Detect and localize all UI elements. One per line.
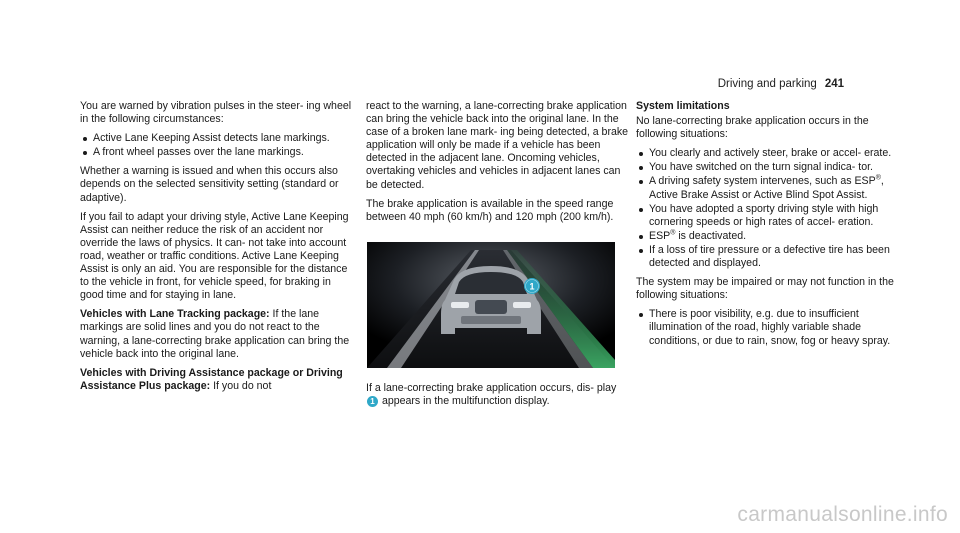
list-item: ESP® is deactivated.: [636, 230, 898, 243]
display-callout-icon: [524, 278, 540, 294]
bullet-icon: [639, 313, 643, 317]
driving-assist-paragraph: Vehicles with Driving Assistance package or Driving Assistance Plus package: If you do not: [80, 366, 343, 392]
lane-tracking-label: Vehicles with Lane Tracking package:: [80, 308, 270, 321]
figure-caption: If a lane-correcting brake application occurs, dis- play 1 appears in the multifunction display.: [366, 381, 617, 407]
list-item: If a loss of tire pressure or a defective tire has been detected and displayed.: [636, 244, 898, 270]
column-left: [80, 100, 352, 399]
intro-paragraph: You are warned by vibration pulses in the steer- ing wheel in the following circumstances:: [80, 100, 352, 126]
list-item: A driving safety system intervenes, such as ESP®, Active Brake Assist or Active Blind Spot Assist.: [636, 175, 898, 201]
lane-tracking-paragraph: Vehicles with Lane Tracking package: If the lane markings are solid lines and you do not react to the warning, a lane-correcting brake application can bring the vehicle back into the original lane.: [80, 308, 350, 360]
page-header: [718, 78, 844, 90]
bullet-icon: [639, 180, 643, 184]
list-item: You have switched on the turn signal indica- tor.: [636, 161, 898, 174]
list-item: There is poor visibility, e.g. due to insufficient illumination of the road, highly variable shade conditions, or due to rain, snow, fog or heavy spray.: [636, 308, 898, 347]
watermark: carmanualsonline.info: [737, 503, 948, 526]
list-item: Active Lane Keeping Assist detects lane markings.: [80, 132, 352, 145]
svg-text:1: 1: [529, 281, 535, 292]
driving-assist-label: Vehicles with Driving Assistance package or Driving Assistance Plus package:: [80, 366, 343, 392]
limitations-intro: No lane-correcting brake application occurs in the following situations:: [636, 115, 869, 141]
lane-display-illustration: [367, 242, 615, 368]
warning-list: [80, 132, 352, 159]
column-middle: [366, 100, 630, 414]
list-item: You clearly and actively steer, brake or accel- erate.: [636, 147, 898, 160]
impairment-paragraph: The system may be impaired or may not function in the following situations:: [636, 276, 894, 302]
section-title: Driving and parking: [717, 78, 817, 90]
brake-paragraph: react to the warning, a lane-correcting brake application can bring the vehicle back into the original lane. In the case of a broken lane mark- ing being detected, a brake application will only be made if a vehicle has been detected in the adjacent lane. Oncoming vehicles, overtaking vehicles and vehicles in adjacent lanes can be detected.: [366, 100, 629, 191]
registered-mark: ®: [875, 174, 881, 182]
column-right: [636, 100, 898, 354]
page-number: 241: [824, 78, 844, 90]
bullet-icon: [639, 166, 643, 170]
bullet-icon: [83, 137, 87, 141]
responsibility-paragraph: If you fail to adapt your driving style, Active Lane Keeping Assist can neither reduce the risk of an accident nor override the laws of physics. It can- not take into account road, weather or traffic conditions. Active Lane Keeping Assist is only an aid. You are responsible for the distance to the vehicle in front, for vehicle speed, for braking in good time and for staying in lane.: [80, 210, 349, 302]
list-item: A front wheel passes over the lane markings.: [80, 146, 352, 159]
bullet-icon: [639, 208, 643, 212]
sensitivity-paragraph: Whether a warning is issued and when this occurs also depends on the selected sensitivity setting (standard or adaptive).: [80, 165, 339, 204]
callout-1-icon: 1: [367, 396, 378, 407]
section-heading: System limitations: [636, 100, 730, 112]
bullet-icon: [639, 249, 643, 253]
impairment-list: [636, 308, 898, 347]
car-lane-graphic: [367, 242, 615, 368]
bullet-icon: [639, 235, 643, 239]
speed-range-paragraph: The brake application is available in the speed range between 40 mph (60 km/h) and 120 mph (200 km/h).: [366, 197, 614, 223]
bullet-icon: [83, 151, 87, 155]
limitations-list: [636, 147, 898, 270]
bullet-icon: [639, 152, 643, 156]
registered-mark: ®: [670, 229, 676, 237]
list-item: You have adopted a sporty driving style with high cornering speeds or high rates of accel- eration.: [636, 203, 898, 229]
